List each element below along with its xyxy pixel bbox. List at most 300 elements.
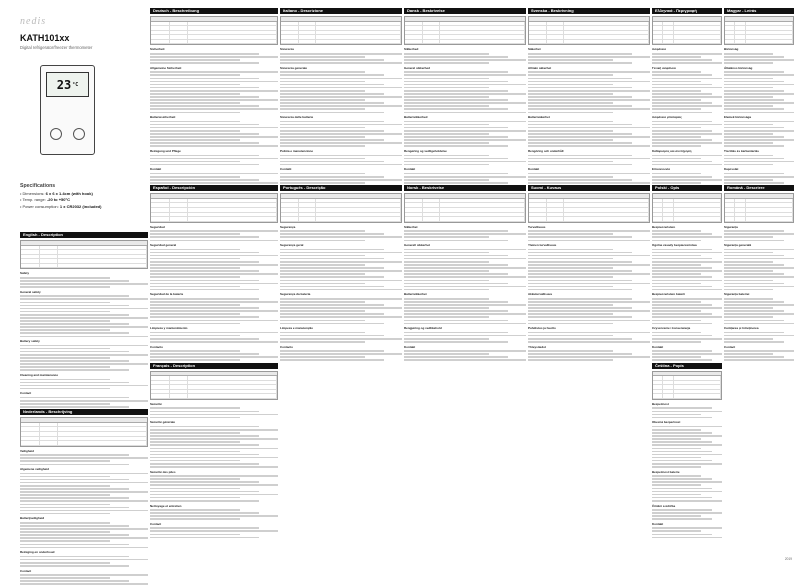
text-line (652, 182, 701, 184)
text-line (652, 164, 722, 166)
text-line (280, 252, 402, 254)
text-line (404, 310, 508, 312)
text-line (280, 298, 402, 300)
text-line (652, 463, 722, 465)
specifications-block (20, 183, 101, 210)
text-line (528, 139, 613, 141)
text-line (528, 249, 613, 251)
text-line (20, 534, 129, 536)
text-line (280, 112, 384, 114)
text-line (20, 525, 129, 527)
text-line (528, 176, 613, 178)
text-line (652, 466, 701, 468)
text-line (528, 78, 632, 80)
text-line (280, 233, 384, 235)
text-line (404, 158, 508, 160)
text-line (150, 491, 259, 493)
text-line (150, 270, 259, 272)
text-line (652, 127, 701, 129)
subheading: Batterisäkerhet (528, 115, 550, 120)
text-line (404, 74, 526, 76)
text-line (404, 280, 489, 282)
text-line (20, 510, 148, 512)
text-line (724, 130, 794, 132)
text-line (150, 276, 240, 278)
text-line (150, 359, 240, 361)
text-line (724, 320, 784, 322)
text-line (150, 230, 278, 232)
text-line (652, 475, 701, 477)
column-5 (528, 8, 650, 561)
text-line (20, 314, 129, 316)
text-line (280, 136, 365, 138)
text-line (150, 283, 278, 285)
text-line (280, 273, 365, 275)
text-line (528, 142, 632, 144)
text-line (404, 249, 526, 251)
text-line (150, 335, 240, 337)
text-line (724, 267, 794, 269)
text-line (528, 298, 632, 300)
text-line (404, 252, 489, 254)
text-line (150, 527, 259, 529)
subheading: Siguranța bateriei (724, 292, 750, 297)
text-line (652, 429, 701, 431)
text-line (724, 176, 794, 178)
text-line (280, 78, 402, 80)
text-line (652, 454, 722, 456)
section-heading-svenska: Svenska - Beskrivning (528, 8, 650, 14)
subheading: Tisztítás és karbantartás (724, 149, 759, 153)
text-line (652, 108, 701, 110)
text-line (724, 316, 773, 318)
text-line (150, 139, 240, 141)
subheading: Segurança (280, 224, 296, 229)
subheading: Rengøring og vedligeholdelse (404, 149, 447, 153)
text-line (404, 136, 508, 138)
text-line (724, 90, 784, 92)
text-line (404, 105, 489, 107)
text-line (150, 108, 278, 110)
text-line (652, 280, 722, 282)
text-line (528, 264, 650, 266)
text-line (404, 99, 508, 101)
text-line (652, 527, 722, 529)
text-line (280, 99, 365, 101)
text-line (652, 407, 712, 409)
text-line (652, 289, 722, 291)
section-heading-dansk: Dansk - Beskrivelse (404, 8, 526, 14)
text-line (528, 316, 632, 318)
text-line (280, 261, 402, 263)
text-line (20, 400, 148, 402)
text-line (528, 280, 632, 282)
subheading: Contact (20, 568, 32, 573)
text-line (652, 81, 701, 83)
subheading: Contact (20, 391, 32, 396)
text-line (652, 264, 701, 266)
text-line (150, 105, 259, 107)
text-line (652, 87, 722, 89)
text-line (150, 488, 240, 490)
text-line (528, 338, 632, 340)
text-line (528, 145, 650, 147)
text-line (652, 230, 701, 232)
text-line (280, 81, 365, 83)
specs-title: Specifications (20, 183, 56, 189)
text-line (280, 121, 384, 123)
text-line (528, 350, 613, 352)
parts-table (652, 16, 722, 45)
text-line (652, 335, 712, 337)
text-line (280, 283, 365, 285)
text-line (150, 267, 240, 269)
subheading: Allmän säkerhet (528, 65, 552, 70)
text-line (280, 127, 365, 129)
model-title: KATH101xx (20, 33, 70, 43)
text-line (652, 441, 712, 443)
section-heading-magyar: Magyar - Leírás (724, 8, 794, 14)
text-line (150, 350, 240, 352)
text-line (20, 528, 148, 530)
spec-row: • Dimensions: 6 x 6 x 1.4cm (with hook) (20, 190, 93, 196)
subheading: Seguridad (150, 224, 165, 229)
text-line (150, 121, 240, 123)
text-line (150, 509, 240, 511)
text-line (20, 302, 110, 304)
text-line (20, 329, 110, 331)
subheading: Reiniging en onderhoud (20, 550, 55, 555)
text-line (280, 341, 365, 343)
text-line (528, 233, 613, 235)
text-line (404, 161, 526, 163)
text-line (404, 124, 489, 126)
text-line (150, 407, 240, 409)
text-line (528, 301, 650, 303)
subheading: Curățarea și întreținerea (724, 326, 759, 331)
text-line (528, 289, 632, 291)
text-line (528, 270, 632, 272)
text-line (150, 475, 278, 477)
text-line (20, 351, 129, 353)
text-line (150, 497, 240, 499)
text-line (150, 454, 259, 456)
text-line (20, 580, 129, 582)
text-line (652, 426, 722, 428)
subheading: Kontakt (528, 167, 540, 172)
text-line (528, 286, 613, 288)
text-line (528, 240, 650, 242)
text-line (20, 577, 110, 579)
text-line (404, 273, 508, 275)
text-line (652, 432, 712, 434)
text-line (150, 90, 278, 92)
subheading: Επικοινωνία (652, 167, 670, 172)
text-line (20, 308, 148, 310)
text-line (150, 99, 278, 101)
text-line (724, 87, 773, 89)
text-line (528, 99, 650, 101)
section-heading-espanol: Español - Descripción (150, 185, 278, 191)
parts-table (724, 193, 794, 222)
text-line (652, 53, 722, 55)
text-line (150, 155, 259, 157)
text-line (150, 84, 240, 86)
text-line (528, 273, 650, 275)
text-line (724, 332, 784, 334)
text-line (724, 230, 784, 232)
text-line (724, 105, 773, 107)
text-line (652, 359, 712, 361)
text-line (280, 249, 384, 251)
text-line (724, 270, 773, 272)
subheading: Puhdistus ja huolto (528, 326, 556, 331)
subheading: Általános biztonság (724, 65, 753, 70)
text-line (528, 332, 650, 334)
text-line (150, 102, 240, 104)
text-line (20, 457, 148, 459)
text-line (280, 87, 402, 89)
text-line (150, 81, 278, 83)
text-line (150, 158, 278, 160)
text-line (724, 74, 794, 76)
text-line (528, 283, 650, 285)
text-line (528, 320, 650, 322)
text-line (150, 145, 278, 147)
page-number: 2019 (784, 557, 792, 561)
text-line (20, 345, 148, 347)
text-line (150, 142, 259, 144)
subheading: Allgemeine Sicherheit (150, 65, 182, 70)
text-line (280, 158, 365, 160)
text-line (150, 441, 240, 443)
text-line (528, 356, 650, 358)
text-line (20, 500, 148, 502)
text-line (150, 457, 278, 459)
text-line (404, 230, 508, 232)
parts-table (528, 16, 650, 45)
text-line (404, 133, 489, 135)
text-line (404, 179, 489, 181)
text-line (20, 366, 110, 368)
subheading: Safety (20, 271, 30, 276)
text-line (724, 301, 784, 303)
text-line (150, 414, 278, 416)
text-line (20, 522, 110, 524)
text-line (528, 323, 613, 325)
text-line (150, 176, 240, 178)
text-line (404, 155, 489, 157)
subheading: Battery safety (20, 339, 40, 344)
parts-table (404, 16, 526, 45)
text-line (20, 363, 148, 365)
text-line (150, 182, 278, 184)
subheading: Kontakt (404, 167, 416, 172)
text-line (20, 513, 110, 515)
text-line (20, 403, 110, 405)
text-line (724, 179, 773, 181)
text-line (404, 320, 508, 322)
text-line (404, 102, 526, 104)
subheading: Biztonság (724, 47, 739, 52)
subheading: Bezpieczeństwo baterii (652, 292, 686, 297)
subheading: Čištění a údržba (652, 503, 676, 508)
text-line (652, 124, 722, 126)
text-line (404, 289, 489, 291)
text-line (20, 388, 110, 390)
text-line (724, 155, 773, 157)
parts-table (280, 16, 402, 45)
text-line (528, 335, 613, 337)
text-line (724, 280, 773, 282)
text-line (404, 350, 526, 352)
text-line (724, 359, 794, 361)
text-line (150, 429, 278, 431)
text-line (404, 301, 508, 303)
text-line (724, 96, 773, 98)
subheading: Nettoyage et entretien (150, 503, 182, 508)
text-line (724, 335, 794, 337)
text-line (724, 158, 784, 160)
text-line (652, 90, 701, 92)
text-line (528, 56, 650, 58)
text-line (724, 108, 784, 110)
text-line (724, 249, 794, 251)
text-line (150, 310, 278, 312)
text-line (652, 494, 701, 496)
subheading: Bezpečnost (652, 401, 669, 406)
text-line (652, 84, 712, 86)
text-line (150, 316, 259, 318)
text-line (652, 451, 712, 453)
text-line (280, 130, 384, 132)
text-line (652, 267, 712, 269)
text-line (528, 161, 613, 163)
text-line (20, 482, 148, 484)
text-line (652, 350, 712, 352)
text-line (652, 71, 701, 73)
subheading: Czyszczenie i konserwacja (652, 326, 691, 331)
text-line (528, 261, 632, 263)
text-line (150, 258, 240, 260)
text-line (150, 62, 259, 64)
section-heading-english: English - Description (20, 232, 148, 238)
text-line (20, 295, 129, 297)
text-line (724, 338, 773, 340)
subheading: Segurança geral (280, 243, 304, 248)
text-line (528, 124, 632, 126)
text-line (280, 124, 402, 126)
text-line (150, 286, 240, 288)
text-line (280, 316, 402, 318)
column-7 (724, 8, 794, 561)
text-line (280, 258, 384, 260)
text-line (280, 108, 365, 110)
text-line (528, 304, 613, 306)
text-line (652, 316, 722, 318)
text-line (20, 385, 148, 387)
text-line (652, 142, 722, 144)
text-line (528, 230, 650, 232)
text-line (150, 307, 259, 309)
text-line (724, 307, 773, 309)
subheading: Bezpečnost baterie (652, 469, 680, 474)
text-line (280, 56, 365, 58)
text-line (150, 304, 240, 306)
text-line (150, 463, 259, 465)
section-heading-polski: Polski - Opis (652, 185, 722, 191)
text-line (280, 161, 384, 163)
text-line (150, 356, 278, 358)
text-line (652, 537, 722, 539)
text-line (20, 544, 129, 546)
subheading: Generel sikkerhed (404, 65, 431, 70)
text-line (528, 164, 632, 166)
text-line (652, 258, 712, 260)
text-line (724, 283, 784, 285)
text-line (652, 130, 712, 132)
text-line (280, 307, 402, 309)
text-line (652, 62, 722, 64)
text-line (724, 304, 794, 306)
text-line (724, 276, 794, 278)
text-line (150, 500, 259, 502)
subheading: Rengöring och underhåll (528, 149, 564, 153)
text-line (20, 574, 148, 576)
text-line (652, 515, 701, 517)
text-line (724, 264, 784, 266)
subheading: Sikkerhet (404, 224, 418, 229)
text-line (280, 74, 384, 76)
text-line (724, 261, 773, 263)
text-line (404, 121, 526, 123)
subheading: Generell sikkerhet (404, 243, 431, 248)
text-line (404, 286, 526, 288)
text-line (528, 359, 613, 361)
text-line (652, 133, 722, 135)
text-line (652, 484, 701, 486)
text-line (20, 540, 110, 542)
text-line (150, 494, 278, 496)
text-line (404, 112, 526, 114)
section-heading-ellinika: Ελληνικά - Περιγραφή (652, 8, 722, 14)
text-line (280, 335, 384, 337)
text-line (150, 298, 259, 300)
text-line (20, 286, 110, 288)
text-line (404, 240, 508, 242)
text-line (652, 460, 712, 462)
text-line (20, 491, 148, 493)
parts-table (652, 193, 722, 222)
text-line (528, 236, 632, 238)
text-line (280, 304, 384, 306)
text-line (150, 417, 240, 419)
subheading: Kontakt (652, 521, 664, 526)
text-line (150, 518, 240, 520)
text-line (150, 478, 240, 480)
section-heading-deutsch: Deutsch - Beschreibung (150, 8, 278, 14)
subheading: Καθαρισμός και συντήρηση (652, 149, 692, 153)
text-line (20, 317, 148, 319)
text-line (20, 556, 129, 558)
text-line (150, 341, 278, 343)
text-line (652, 56, 701, 58)
text-line (652, 139, 712, 141)
text-line (404, 359, 526, 361)
text-line (20, 332, 129, 334)
subheading: Contact (724, 344, 736, 349)
text-line (528, 84, 613, 86)
